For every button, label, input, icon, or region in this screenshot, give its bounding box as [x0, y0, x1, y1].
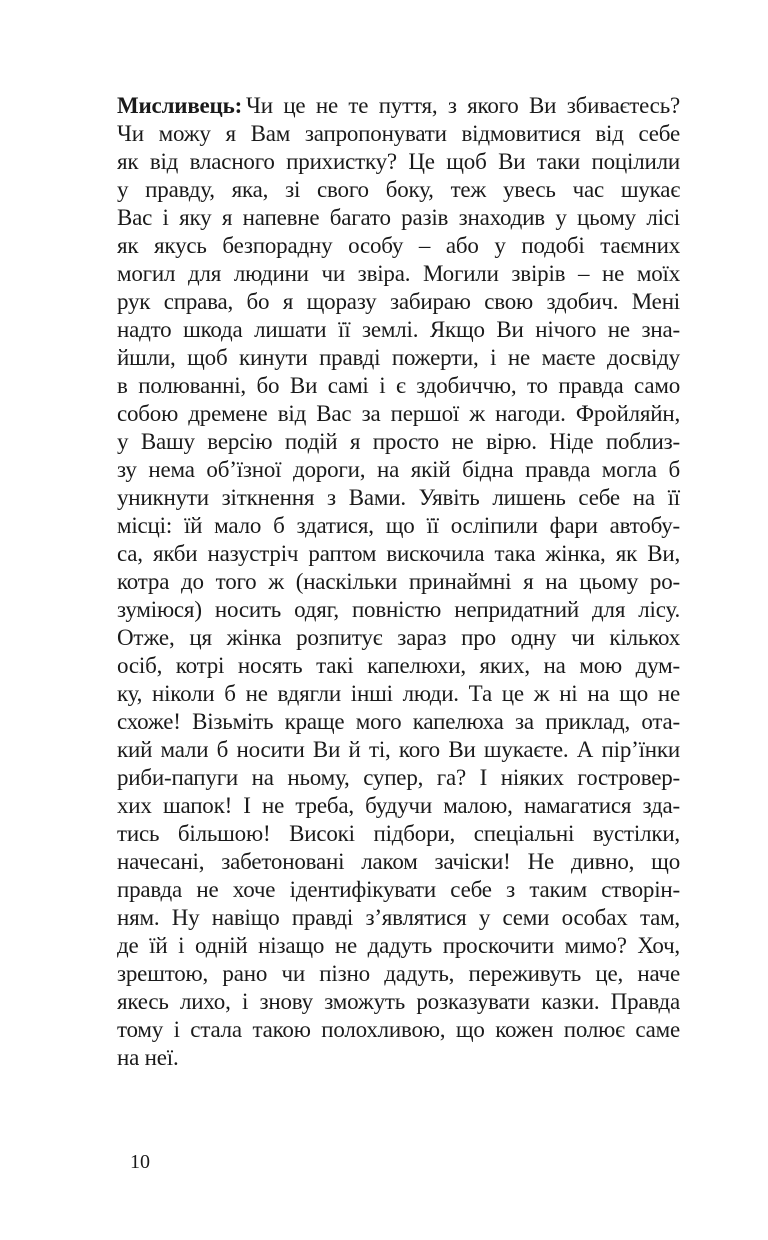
text-line: Вас і яку я напевне багато разів знаходив у цьому лісі — [117, 205, 680, 230]
text-line: собою дремене від Вас за першої ж нагоди. Фройляйн, — [117, 401, 680, 426]
text-line: рук справа, бо я щоразу забираю свою здобич. Мені — [117, 289, 680, 314]
text-line: місці: їй мало б здатися, що її осліпили фари автобу- — [117, 513, 680, 538]
text-line: зу нема об’їзної дороги, на якій бідна правда могла б — [117, 457, 680, 482]
text-line: ням. Ну навіщо правді з’являтися у семи особах там, — [117, 905, 680, 930]
text-line: правда не хоче ідентифікувати себе з таким створін- — [117, 877, 680, 902]
text-line: Чи можу я Вам запропонувати відмовитися від себе — [117, 121, 680, 146]
text-line-first — [117, 92, 680, 120]
text-line: йшли, щоб кинути правді пожерти, і не маєте досвіду — [117, 345, 680, 370]
text-line: котра до того ж (наскільки принаймні я на цьому ро- — [117, 569, 680, 594]
text-line: тому і стала такою полохливою, що кожен полює саме — [117, 1017, 680, 1042]
text-line: у Вашу версію подій я просто не вірю. Ніде поблиз- — [117, 429, 680, 454]
text-line: Отже, ця жінка розпитує зараз про одну чи кількох — [117, 625, 680, 650]
text-line: зрештою, рано чи пізно дадуть, переживуть це, наче — [117, 961, 680, 986]
text-line: осіб, котрі носять такі капелюхи, яких, на мою дум- — [117, 653, 680, 678]
text-line: Чи це не те пуття, з якого Ви збиваєтесь? — [246, 93, 680, 118]
text-line: риби-папуги на ньому, супер, га? І ніяких гостровер- — [117, 765, 680, 790]
text-line: якесь лихо, і знову зможуть розказувати казки. Правда — [117, 989, 680, 1014]
text-line: схоже! Візьміть краще мого капелюха за приклад, ота- — [117, 709, 680, 734]
text-line: зуміюся) носить одяг, повністю непридатний для лісу. — [117, 597, 680, 622]
page-number: 10 — [130, 1151, 150, 1173]
text-line-last: на неї. — [117, 1045, 179, 1070]
text-line: як якусь безпорадну особу – або у подобі таємних — [117, 233, 680, 258]
text-line: са, якби назустріч раптом вискочила така жінка, як Ви, — [117, 541, 680, 566]
text-line: могил для людини чи звіра. Могили звірів – не моїх — [117, 261, 680, 286]
text-line: в полюванні, бо Ви самі і є здобиччю, то правда само — [117, 373, 680, 398]
text-line: начесані, забетоновані лаком зачіски! Не дивно, що — [117, 849, 680, 874]
text-line: як від власного прихистку? Це щоб Ви таки поцілили — [117, 149, 680, 174]
text-line: тись більшою! Високі підбори, спеціальні вустілки, — [117, 821, 680, 846]
text-line: уникнути зіткнення з Вами. Уявіть лишень себе на її — [117, 485, 680, 510]
text-line: у правду, яка, зі свого боку, теж увесь час шукає — [117, 177, 680, 202]
text-line: кий мали б носити Ви й ті, кого Ви шукаєте. А пір’їнки — [117, 737, 680, 762]
text-line: надто шкода лишати її землі. Якщо Ви нічого не зна- — [117, 317, 680, 342]
dialogue-paragraph — [117, 92, 680, 1072]
speaker-name: Мисливець: — [117, 93, 243, 118]
text-line: хих шапок! І не треба, будучи малою, намагатися зда- — [117, 793, 680, 818]
text-line: де їй і одній нізащо не дадуть проскочити мимо? Хоч, — [117, 933, 680, 958]
text-line: ку, ніколи б не вдягли інші люди. Та це ж ні на що не — [117, 681, 680, 706]
